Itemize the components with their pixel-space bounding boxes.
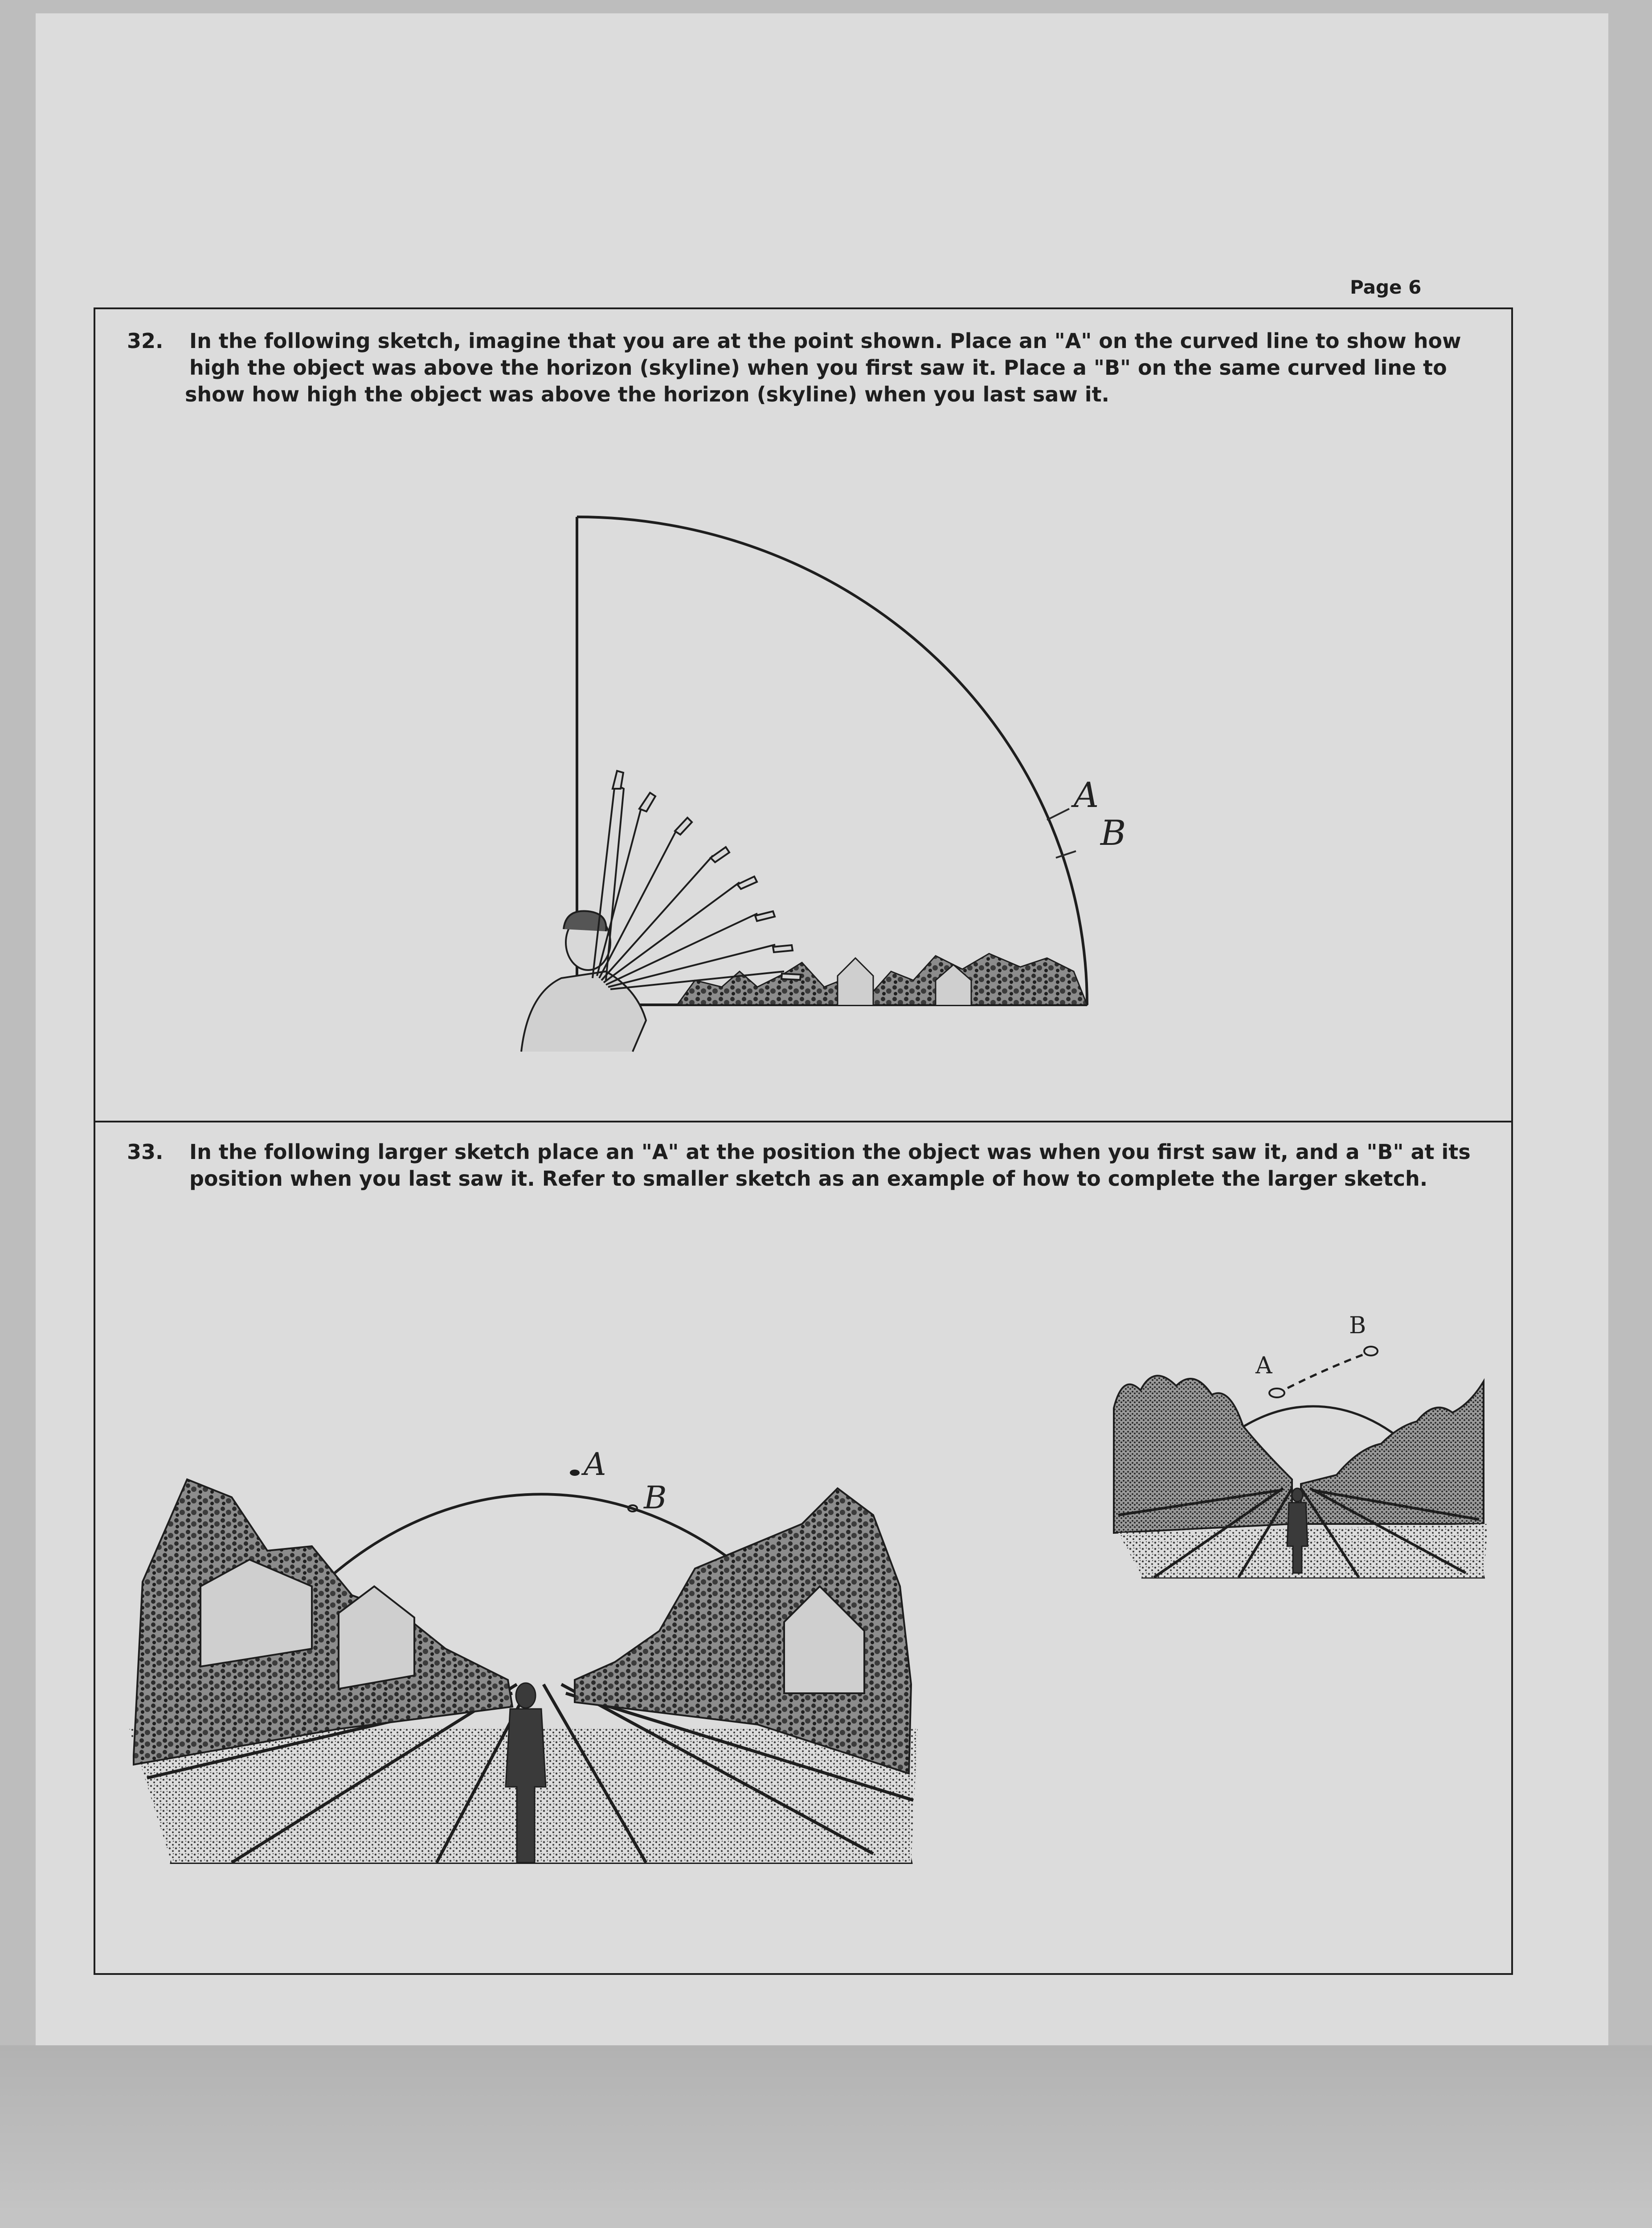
question-32-line-2: high the object was above the horizon (skyline) when you first saw it. Place a "B" on the same curved line to [189, 356, 1447, 380]
question-32-line-3: show how high the object was above the horizon (skyline) when you last saw it. [185, 382, 1110, 406]
page-number: Page 6 [1350, 276, 1422, 298]
example-label-b: B [1349, 1312, 1366, 1339]
person-pointing-icon [521, 771, 801, 1052]
answer-a-mark-33: A [584, 1446, 606, 1483]
answer-a-mark-32: A [1074, 775, 1099, 815]
street-scene-icon [129, 1470, 918, 1863]
question-33-line-2: position when you last saw it. Refer to smaller sketch as an example of how to complete the larger sketch. [189, 1167, 1428, 1191]
horizon-quarter-circle [577, 517, 1087, 1005]
answer-b-mark-32: B [1100, 813, 1126, 853]
example-label-a: A [1255, 1352, 1272, 1379]
question-32-number: 32. [127, 329, 164, 353]
question-33-number: 33. [127, 1140, 164, 1164]
question-33-line-1: In the following larger sketch place an "A" at the position the object was when you first saw it, and a "B" at its [189, 1140, 1471, 1164]
example-street-scene [1114, 1347, 1488, 1577]
skyline-trees [677, 954, 1087, 1005]
answer-b-mark-33: B [644, 1479, 667, 1516]
question-32-line-1: In the following sketch, imagine that you are at the point shown. Place an "A" on the curved line to show how [189, 329, 1461, 353]
